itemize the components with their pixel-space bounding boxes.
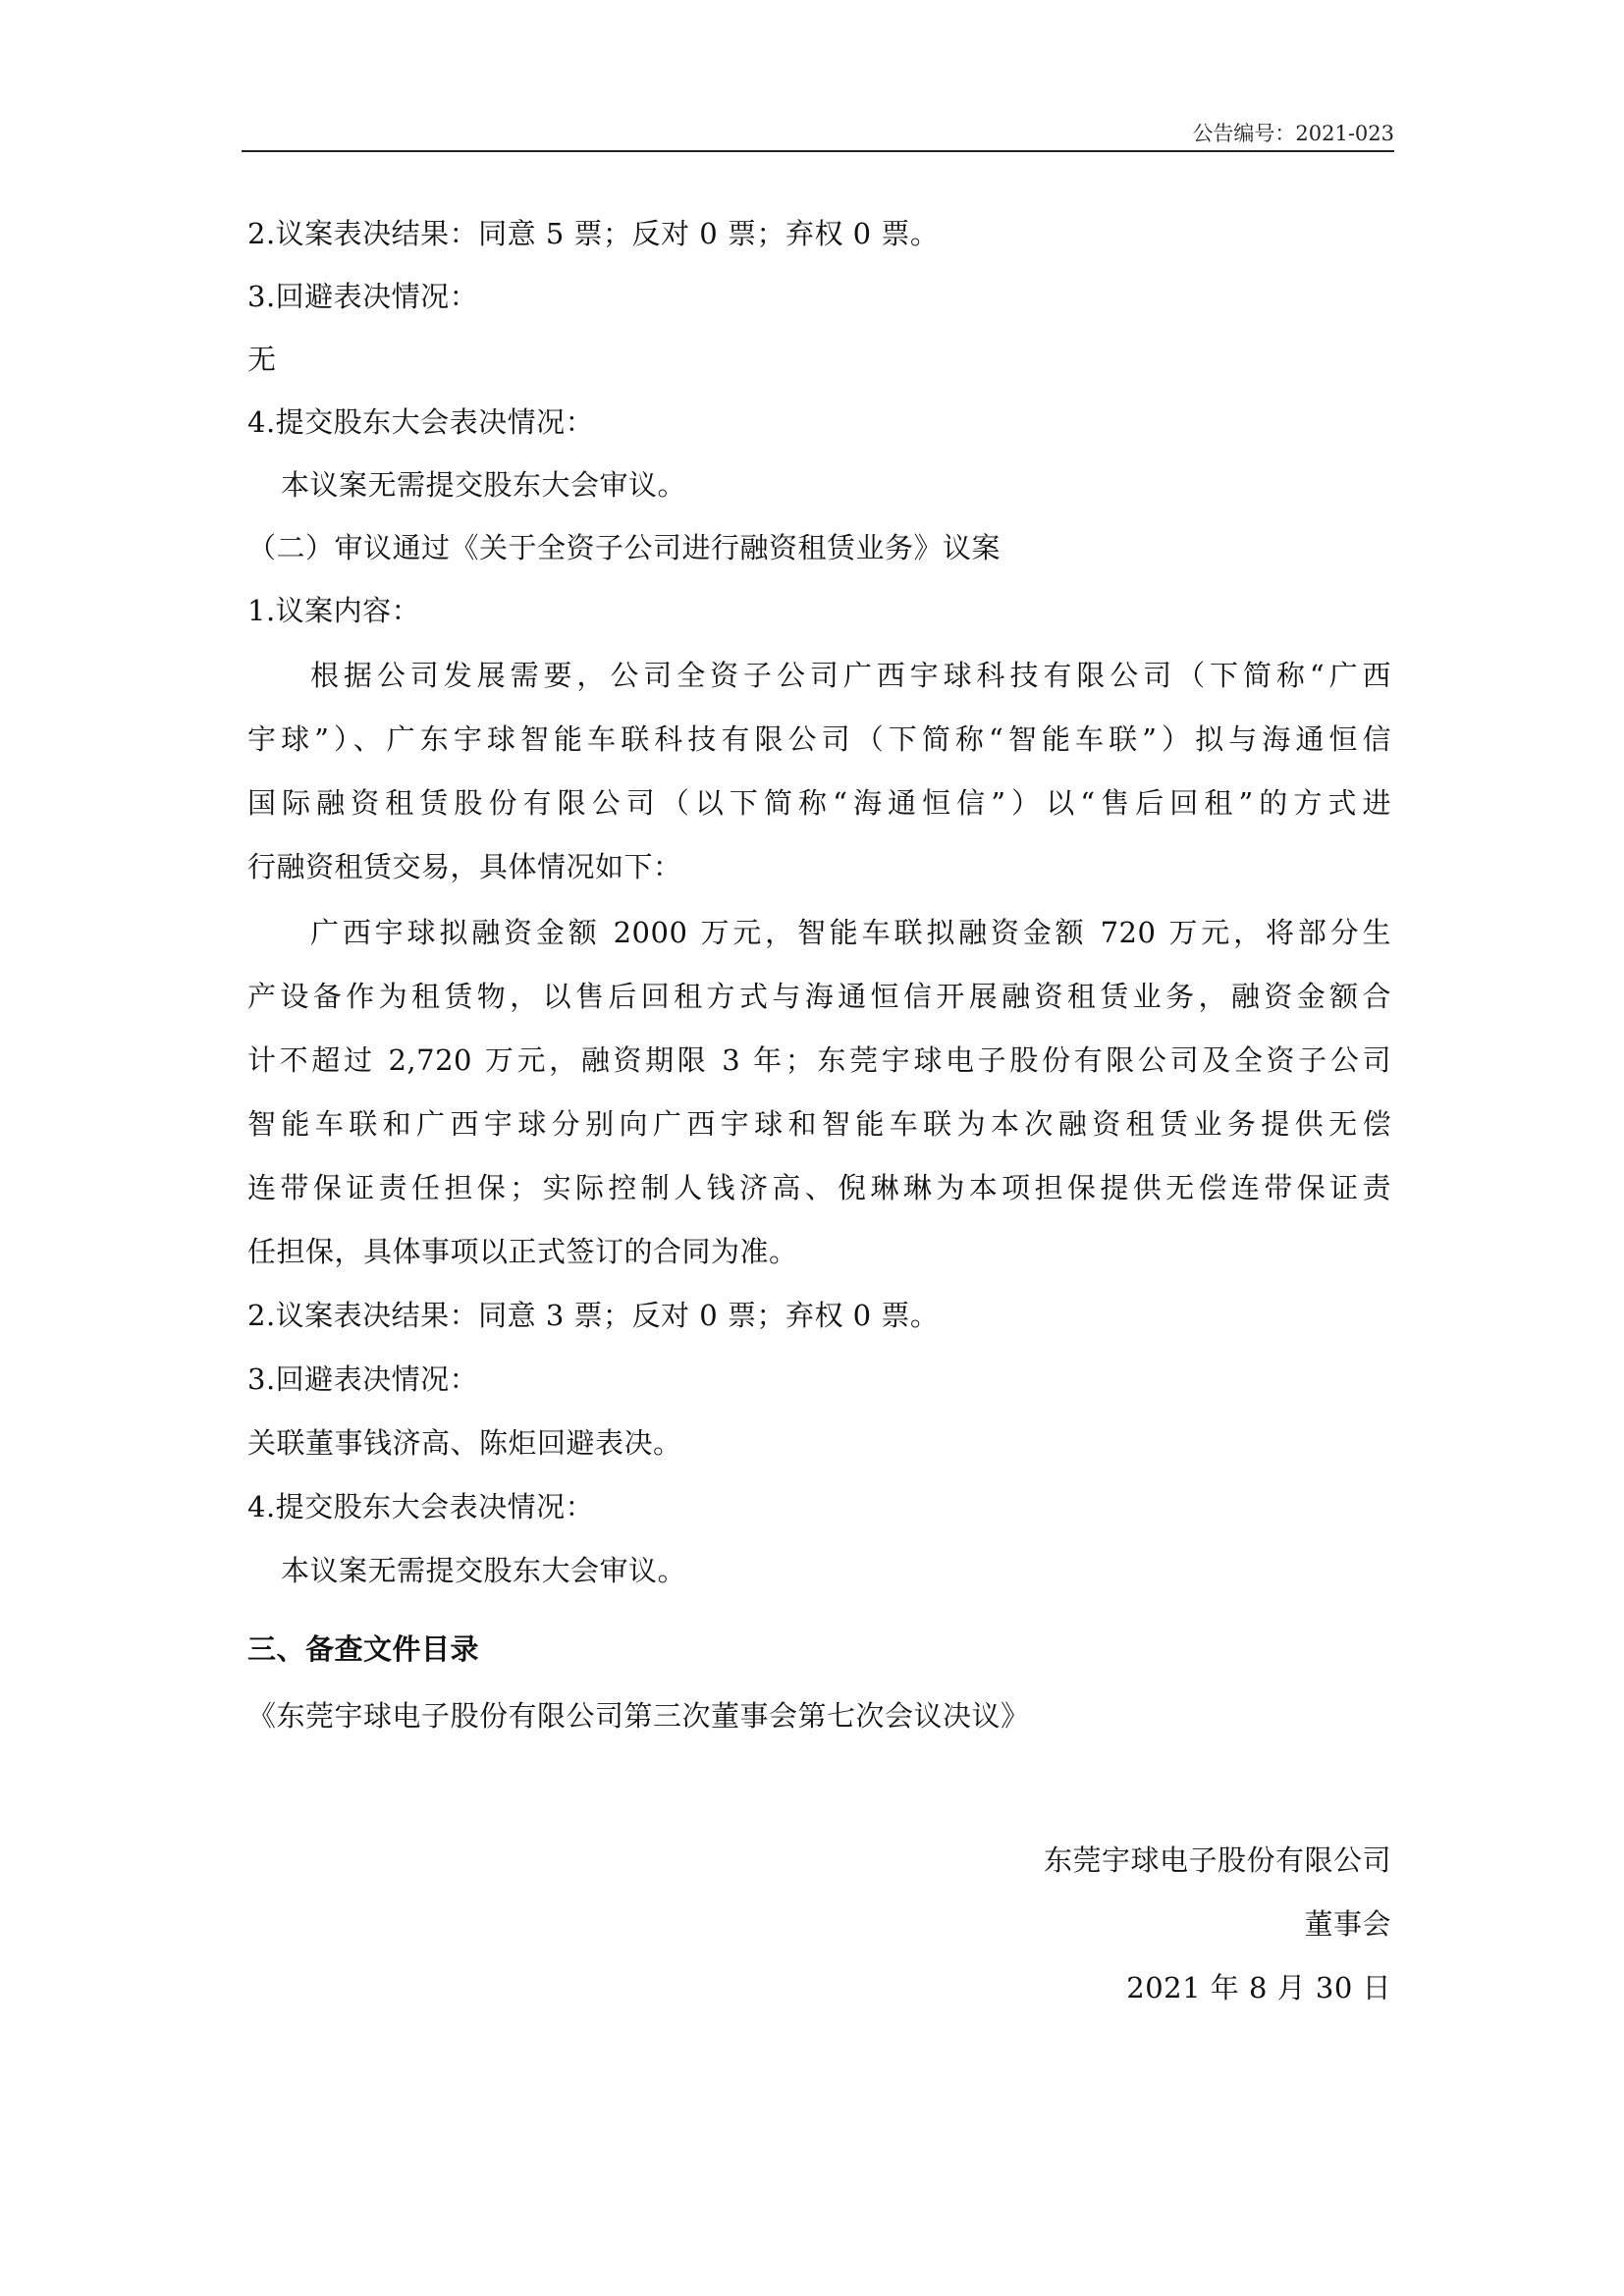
agenda-two-recusal-title: 3.回避表决情况： bbox=[247, 1362, 479, 1396]
agenda-two-title: （二）审议通过《关于全资子公司进行融资租赁业务》议案 bbox=[247, 531, 1001, 564]
paragraph-two-line: 广西宇球拟融资金额 2000 万元，智能车联拟融资金额 720 万元，将部分生 bbox=[310, 916, 1391, 949]
paragraph-two-line: 连带保证责任担保；实际控制人钱济高、倪琳琳为本项担保提供无偿连带保证责 bbox=[247, 1171, 1391, 1204]
agenda-one-vote-result: 2.议案表决结果：同意 5 票；反对 0 票；弃权 0 票。 bbox=[247, 217, 940, 250]
header-divider bbox=[242, 150, 1394, 152]
signature-board: 董事会 bbox=[1304, 1907, 1391, 1941]
agenda-two-shareholder-title: 4.提交股东大会表决情况： bbox=[247, 1490, 595, 1523]
agenda-one-shareholder-title: 4.提交股东大会表决情况： bbox=[247, 405, 595, 439]
agenda-two-shareholder-value: 本议案无需提交股东大会审议。 bbox=[281, 1554, 687, 1587]
paragraph-one-line: 根据公司发展需要，公司全资子公司广西宇球科技有限公司（下简称“广西 bbox=[310, 659, 1391, 692]
paragraph-two-line: 计不超过 2,720 万元，融资期限 3 年；东莞宇球电子股份有限公司及全资子公司 bbox=[247, 1043, 1391, 1077]
agenda-one-recusal-value: 无 bbox=[247, 343, 277, 376]
agenda-two-recusal-value: 关联董事钱济高、陈炬回避表决。 bbox=[247, 1426, 682, 1460]
agenda-two-content-title: 1.议案内容： bbox=[247, 594, 421, 627]
section-three-heading: 三、备查文件目录 bbox=[247, 1632, 480, 1666]
agenda-two-vote-result: 2.议案表决结果：同意 3 票；反对 0 票；弃权 0 票。 bbox=[247, 1299, 940, 1332]
paragraph-one-line: 国际融资租赁股份有限公司（以下简称“海通恒信”）以“售后回租”的方式进 bbox=[247, 786, 1391, 820]
paragraph-two-line: 产设备作为租赁物，以售后回租方式与海通恒信开展融资租赁业务，融资金额合 bbox=[247, 980, 1391, 1013]
paragraph-two-line: 任担保，具体事项以正式签订的合同为准。 bbox=[247, 1235, 798, 1268]
signature-company: 东莞宇球电子股份有限公司 bbox=[1043, 1843, 1391, 1877]
agenda-one-shareholder-value: 本议案无需提交股东大会审议。 bbox=[281, 468, 687, 502]
paragraph-one-line: 宇球”）、广东宇球智能车联科技有限公司（下简称“智能车联”）拟与海通恒信 bbox=[247, 722, 1391, 756]
announcement-number: 公告编号：2021-023 bbox=[1192, 122, 1394, 145]
reference-document: 《东莞宇球电子股份有限公司第三次董事会第七次会议决议》 bbox=[247, 1699, 1030, 1733]
paragraph-one-line: 行融资租赁交易，具体情况如下： bbox=[247, 850, 682, 883]
agenda-one-recusal-title: 3.回避表决情况： bbox=[247, 280, 479, 313]
paragraph-two-line: 智能车联和广西宇球分别向广西宇球和智能车联为本次融资租赁业务提供无偿 bbox=[247, 1107, 1391, 1141]
signature-date: 2021 年 8 月 30 日 bbox=[1126, 1971, 1391, 2004]
